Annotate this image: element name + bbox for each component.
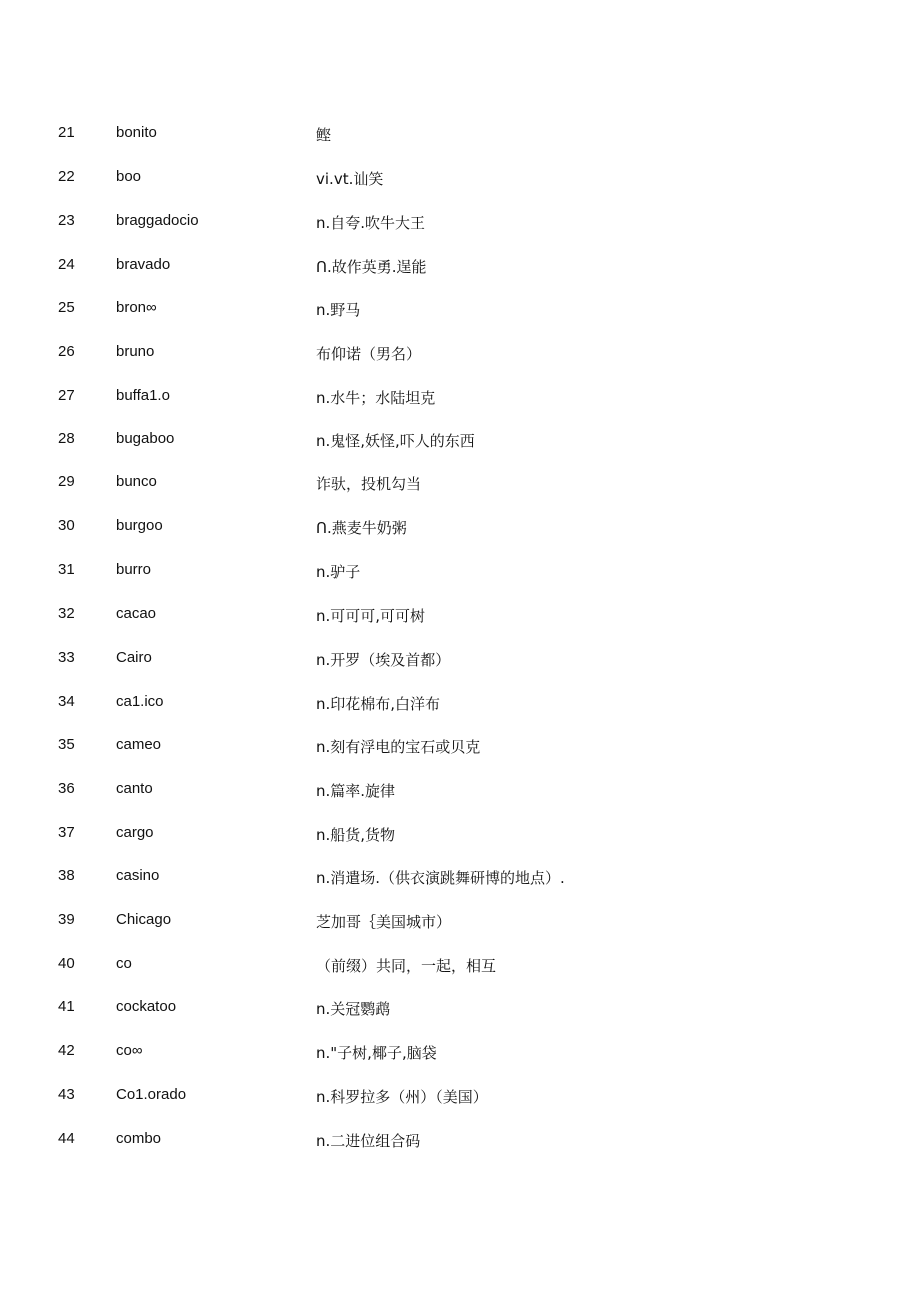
list-item bbox=[0, 779, 920, 803]
entry-number: 26 bbox=[58, 343, 75, 360]
entry-meaning: vi.vt.讪笑 bbox=[316, 170, 384, 188]
entry-number: 27 bbox=[58, 387, 75, 404]
entry-word: bunco bbox=[116, 473, 157, 490]
entry-word: Co1.orado bbox=[116, 1086, 187, 1103]
list-item bbox=[0, 211, 920, 235]
entry-word: cacao bbox=[116, 605, 157, 622]
entry-word: casino bbox=[116, 867, 160, 884]
list-item bbox=[0, 604, 920, 628]
entry-word: Chicago bbox=[116, 911, 172, 928]
entry-number: 37 bbox=[58, 824, 75, 841]
entry-number: 22 bbox=[58, 168, 75, 185]
entry-word: burro bbox=[116, 561, 152, 578]
entry-word: co bbox=[116, 955, 132, 972]
entry-number: 43 bbox=[58, 1086, 75, 1103]
entry-word: combo bbox=[116, 1130, 162, 1147]
entry-number: 34 bbox=[58, 693, 75, 710]
entry-word: cargo bbox=[116, 824, 154, 841]
entry-word: bravado bbox=[116, 256, 171, 273]
entry-word: bruno bbox=[116, 343, 155, 360]
entry-meaning: n.鬼怪,妖怪,吓人的东西 bbox=[316, 432, 475, 450]
entry-number: 21 bbox=[58, 124, 75, 141]
entry-number: 35 bbox=[58, 736, 75, 753]
entry-meaning: n.水牛；水陆坦克 bbox=[316, 389, 436, 407]
entry-number: 23 bbox=[58, 212, 75, 229]
entry-word: cockatoo bbox=[116, 998, 177, 1015]
entry-meaning: 鲣 bbox=[316, 126, 332, 144]
entry-number: 31 bbox=[58, 561, 75, 578]
entry-number: 44 bbox=[58, 1130, 75, 1147]
list-item bbox=[0, 823, 920, 847]
entry-meaning: Ո.故作英勇.逞能 bbox=[316, 258, 427, 276]
entry-meaning: n.篇率.旋律 bbox=[316, 782, 396, 800]
list-item bbox=[0, 342, 920, 366]
entry-number: 24 bbox=[58, 256, 75, 273]
entry-number: 39 bbox=[58, 911, 75, 928]
list-item bbox=[0, 1041, 920, 1065]
list-item bbox=[0, 386, 920, 410]
entry-number: 40 bbox=[58, 955, 75, 972]
entry-number: 41 bbox=[58, 998, 75, 1015]
entry-word: bonito bbox=[116, 124, 157, 141]
entry-number: 36 bbox=[58, 780, 75, 797]
list-item bbox=[0, 472, 920, 496]
entry-word: braggadocio bbox=[116, 212, 199, 229]
list-item bbox=[0, 910, 920, 934]
entry-meaning: 诈驮，投机勾当 bbox=[316, 475, 422, 493]
entry-number: 30 bbox=[58, 517, 75, 534]
entry-word: co∞ bbox=[116, 1042, 143, 1059]
entry-word: bugaboo bbox=[116, 430, 175, 447]
entry-meaning: n.船货,货物 bbox=[316, 826, 396, 844]
entry-meaning: n.二进位组合码 bbox=[316, 1132, 421, 1150]
entry-number: 28 bbox=[58, 430, 75, 447]
list-item bbox=[0, 123, 920, 147]
entry-word: canto bbox=[116, 780, 153, 797]
list-item bbox=[0, 429, 920, 453]
entry-meaning: n.消遣场.（供衣演跳舞研博的地点）. bbox=[316, 869, 565, 887]
list-item bbox=[0, 866, 920, 890]
entry-meaning: n."子树,椰子,脑袋 bbox=[316, 1044, 437, 1062]
entry-meaning: n.科罗拉多（州）（美国） bbox=[316, 1088, 488, 1106]
entry-meaning: n.印花棉布,白洋布 bbox=[316, 695, 441, 713]
entry-meaning: n.野马 bbox=[316, 301, 361, 319]
entry-word: Cairo bbox=[116, 649, 152, 666]
list-item bbox=[0, 954, 920, 978]
entry-meaning: n.刻有浮电的宝石或贝克 bbox=[316, 738, 481, 756]
entry-word: burgoo bbox=[116, 517, 163, 534]
entry-number: 32 bbox=[58, 605, 75, 622]
list-item bbox=[0, 997, 920, 1021]
entry-meaning: Ո.燕麦牛奶粥 bbox=[316, 519, 407, 537]
entry-number: 33 bbox=[58, 649, 75, 666]
entry-meaning: n.开罗（埃及首都） bbox=[316, 651, 451, 669]
entry-meaning: n.驴子 bbox=[316, 563, 361, 581]
entry-number: 38 bbox=[58, 867, 75, 884]
list-item bbox=[0, 648, 920, 672]
entry-meaning: （前缀）共同，一起，相互 bbox=[316, 957, 497, 975]
entry-word: ca1.ico bbox=[116, 693, 164, 710]
entry-word: cameo bbox=[116, 736, 162, 753]
list-item bbox=[0, 255, 920, 279]
entry-meaning: n.关冠鹦鹉 bbox=[316, 1000, 391, 1018]
entry-meaning: n.可可可,可可树 bbox=[316, 607, 426, 625]
entry-number: 42 bbox=[58, 1042, 75, 1059]
list-item bbox=[0, 1085, 920, 1109]
entry-word: boo bbox=[116, 168, 142, 185]
list-item bbox=[0, 692, 920, 716]
list-item bbox=[0, 298, 920, 322]
entry-word: bron∞ bbox=[116, 299, 157, 316]
entry-word: buffa1.o bbox=[116, 387, 170, 404]
list-item bbox=[0, 735, 920, 759]
list-item bbox=[0, 516, 920, 540]
entry-meaning: 布仰诺（男名） bbox=[316, 345, 422, 363]
entry-number: 29 bbox=[58, 473, 75, 490]
entry-meaning: 芝加哥｛美国城市） bbox=[316, 913, 452, 931]
entry-number: 25 bbox=[58, 299, 75, 316]
entry-meaning: n.自夸.吹牛大王 bbox=[316, 214, 426, 232]
list-item bbox=[0, 560, 920, 584]
list-item bbox=[0, 1129, 920, 1153]
list-item bbox=[0, 167, 920, 191]
